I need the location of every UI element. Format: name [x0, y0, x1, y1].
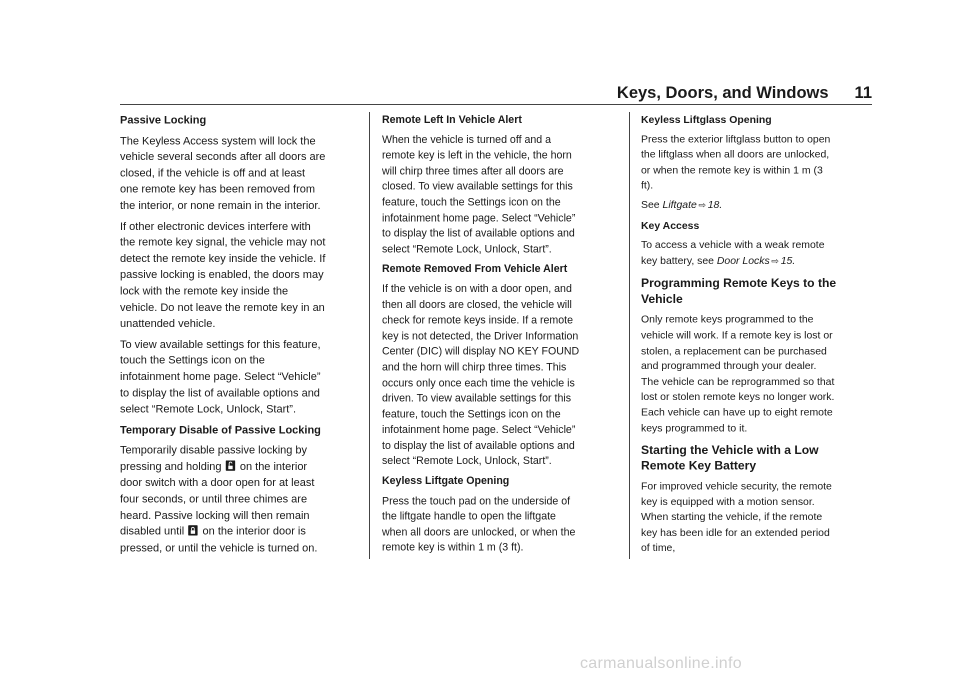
paragraph: When the vehicle is turned off and a remote key is left in the vehicle, the horn will chirp three times after all doors are closed. To view available settings for this feature, touch the Settings icon on the infotainment home page. Select “Vehicle” to display the list of available options and select “Remote Lock, Unlock, Start”. — [382, 133, 576, 255]
paragraph: For improved vehicle security, the remote key is equipped with a motion sensor. When starting the vehicle, if the remote key has been idle for an extended period of time, — [641, 480, 832, 554]
paragraph: Press the touch pad on the underside of the liftgate handle to open the liftgate when all doors are unlocked, or when the remote key is within 1 m (3 ft). — [382, 494, 576, 554]
header-rule — [120, 104, 872, 105]
paragraph — [641, 197, 837, 213]
column-2 — [382, 112, 581, 560]
page-ref-arrow-icon: ⇨ — [771, 256, 780, 267]
paragraph: If the vehicle is on with a door open, and then all doors are closed, the vehicle will check for remote keys inside. If a remote key is not detected, the Driver Information Center (DIC) will display NO KEY FOUND and the horn will chirp three times. This occurs only once each time the vehicle is driven. To view available settings for this feature, touch the Settings icon on the infotainment home page. Select “Vehicle” to display the list of available options and select “Remote Lock, Unlock, Start”. — [382, 282, 580, 467]
page-number: 11 — [854, 84, 872, 102]
text-run: Temporarily disable passive locking by pressing and holding — [120, 444, 308, 473]
door-locks-link[interactable]: Door Locks — [716, 254, 770, 267]
paragraph: To view available settings for this feature, touch the Settings icon on the infotainment home page. Select “Vehicle” to display the list of available options and select “Remote Lock, Unlock, Start”. — [120, 337, 321, 416]
page-ref-arrow-icon: ⇨ — [698, 200, 707, 211]
removed-from-vehicle-alert-heading: Remote Removed From Vehicle Alert — [382, 263, 568, 275]
paragraph — [641, 237, 837, 269]
liftgate-link[interactable]: Liftgate — [662, 199, 697, 211]
paragraph — [120, 442, 326, 556]
column-divider — [369, 112, 370, 559]
liftgate-page-ref[interactable]: 18. — [707, 199, 723, 211]
text-run: To access a vehicle with a weak remote key battery, see — [641, 239, 825, 267]
section-title: Keys, Doors, and Windows — [616, 84, 829, 102]
temporary-disable-heading: Temporary Disable of Passive Locking — [120, 423, 321, 436]
text-run: on the interior door switch with a door open for at least four seconds, or until three chimes are heard. Passive locking will then remain disabled until — [120, 460, 315, 538]
key-access-heading: Key Access — [641, 219, 700, 232]
text-run: on the interior door is pressed, or until the vehicle is turned on. — [120, 525, 318, 554]
paragraph: Only remote keys programmed to the vehicle will work. If a remote key is lost or stolen, a replacement can be purchased and programmed through your dealer. The vehicle can be reprogrammed so that lost or stolen remote keys no longer work. Each vehicle can have up to eight remote keys programmed to it. — [641, 313, 835, 434]
keyless-liftglass-heading: Keyless Liftglass Opening — [641, 113, 772, 126]
paragraph: The Keyless Access system will lock the vehicle several seconds after all doors are closed, if the vehicle is off and at least one remote key has been removed from the interior, or none remain in the interior. — [120, 134, 326, 212]
column-3 — [641, 112, 837, 560]
unlock-icon — [225, 460, 235, 470]
passive-locking-heading: Passive Locking — [120, 113, 207, 126]
door-locks-page-ref[interactable]: 15. — [780, 254, 796, 267]
column-1 — [120, 112, 326, 560]
text-run: See — [641, 199, 660, 211]
lock-icon — [188, 525, 198, 535]
column-divider — [629, 112, 630, 559]
watermark: carmanualsonline.info — [580, 655, 742, 672]
low-battery-start-heading: Starting the Vehicle with a Low Remote Key Battery — [641, 443, 819, 473]
page-header — [617, 84, 872, 103]
paragraph: Press the exterior liftglass button to open the liftglass when all doors are unlocked, or when the remote key is within 1 m (3 ft). — [641, 133, 831, 192]
programming-remote-keys-heading: Programming Remote Keys to the Vehicle — [641, 277, 837, 307]
left-in-vehicle-alert-heading: Remote Left In Vehicle Alert — [382, 113, 522, 126]
paragraph: If other electronic devices interfere with the remote key signal, the vehicle may not detect the remote key inside the vehicle. If passive locking is enabled, the doors may lock with the remote key inside the vehicle. Do not leave the remote key in an unattended vehicle. — [120, 219, 326, 330]
keyless-liftgate-heading: Keyless Liftgate Opening — [382, 475, 510, 487]
